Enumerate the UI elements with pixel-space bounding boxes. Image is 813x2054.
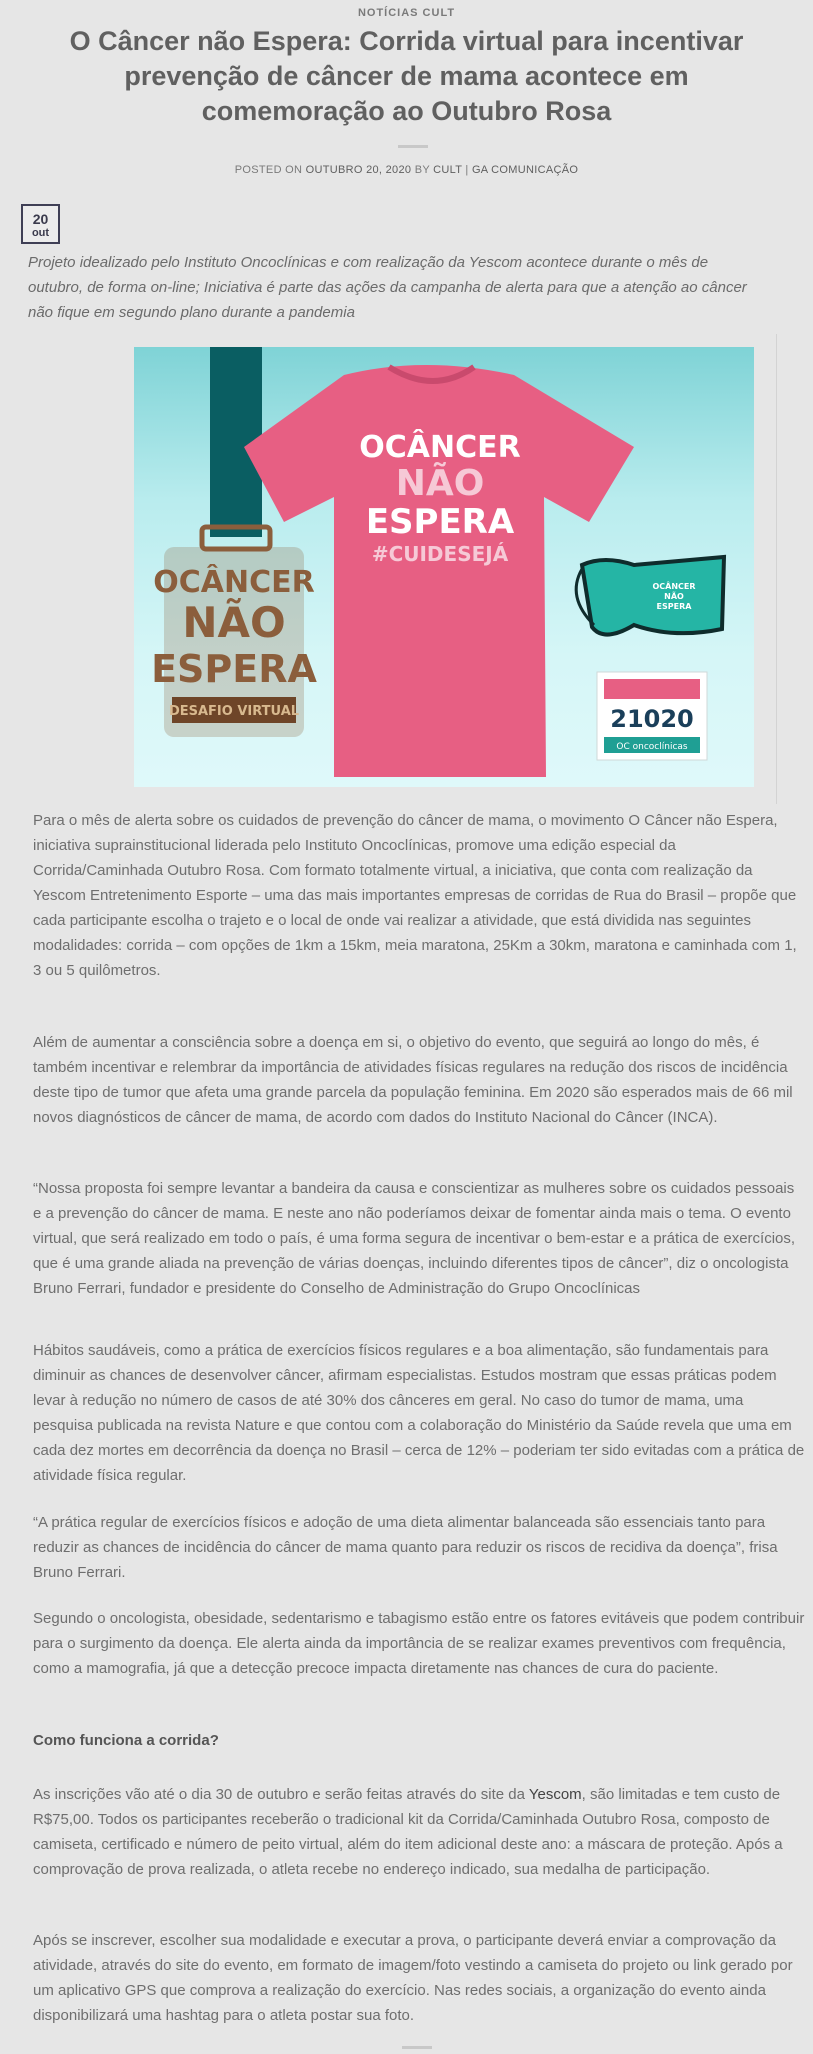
face-mask — [576, 557, 724, 635]
by-label: BY — [414, 164, 430, 176]
shirt-line-3: ESPERA — [365, 502, 515, 542]
race-bib — [597, 672, 707, 760]
category-link[interactable]: NOTÍCIAS CULT — [357, 7, 456, 19]
bib-brand: OC oncoclínicas — [616, 742, 688, 752]
medal-line-3: ESPERA — [151, 647, 317, 691]
paragraph-6: Segundo o oncologista, obesidade, sedentarismo e tabagismo estão entre os fatores evitáveis que podem contribuir para o surgimento da doença. Ele alerta ainda da importância de se realizar exames preventivos com frequência, como a mamografia, já que a detecção precoce impacta diretamente nas chances de cura do paciente. — [33, 1610, 805, 1677]
mask-line-2: NÃO — [664, 592, 684, 601]
bib-number: 21020 — [610, 705, 694, 733]
medal — [151, 547, 317, 737]
posted-on-label: POSTED ON — [234, 164, 303, 176]
article-title: O Câncer não Espera: Corrida virtual para incentivar prevenção de câncer de mama acontece em comemoração ao Outubro Rosa — [69, 26, 744, 126]
medal-line-1: OCÂNCER — [153, 565, 315, 600]
medal-line-2: NÃO — [182, 598, 286, 647]
paragraph-5: “A prática regular de exercícios físicos e adoção de uma dieta alimentar balanceada são essenciais tanto para reduzir as chances de incidência do câncer de mama quanto para reduzir os riscos de recidiva da doença”, frisa Bruno Ferrari. — [33, 1514, 778, 1581]
date-badge-month: out — [31, 227, 50, 239]
registration-text-before: As inscrições vão até o dia 30 de outubro e serão feitas através do site da — [33, 1786, 529, 1803]
mask-line-1: OCÂNCER — [652, 582, 696, 591]
registration-text-after: , são limitadas e tem custo de R$75,00. Todos os participantes receberão o tradicional kit da Corrida/Caminhada Outubro Rosa, composto de camiseta, certificado e número de peito virtual, além do item adicional deste ano: a máscara de proteção. Após a comprovação de prova realizada, o atleta recebe no endereço indicado, sua medalha de participação. — [33, 1786, 783, 1878]
shirt-line-2: NÃO — [395, 463, 485, 504]
date-badge — [21, 204, 60, 244]
paragraph-4: Hábitos saudáveis, como a prática de exercícios físicos regulares e a boa alimentação, são fundamentais para diminuir as chances de desenvolver câncer, afirmam especialistas. Estudos mostram que essas práticas podem levar à redução no número de casos de até 30% dos cânceres em geral. No caso do tumor de mama, uma pesquisa publicada na revista Nature e que contou com a colaboração do Ministério da Saúde revela que uma em cada dez mortes em decorrência da doença no Brasil – cerca de 12% – poderiam ter sido evitadas com a prática de atividade física regular. — [33, 1342, 805, 1484]
author-link[interactable]: CULT — [433, 164, 463, 176]
image-frame-line — [776, 334, 777, 804]
post-meta — [0, 164, 813, 176]
registration-paragraph — [33, 1782, 805, 1882]
mask-line-3: ESPERA — [656, 602, 692, 611]
hero-image — [134, 347, 754, 787]
publisher-link[interactable]: GA COMUNICAÇÃO — [471, 164, 579, 176]
bottom-divider — [402, 2046, 432, 2049]
closing-paragraph: Após se inscrever, escolher sua modalidade e executar a prova, o participante deverá enviar a comprovação da atividade, através do site do evento, em formato de imagem/foto vestindo a camiseta do projeto ou link gerado por um aplicativo GPS que comprova a realização do exercício. Nas redes sociais, a organização do evento ainda disponibilizará uma hashtag para o atleta postar sua foto. — [33, 1932, 793, 2024]
article-lead: Projeto idealizado pelo Instituto Oncoclínicas e com realização da Yescom acontece durante o mês de outubro, de forma on-line; Iniciativa é parte das ações da campanha de alerta para que a atenção ao câncer não fique em segundo plano durante a pandemia — [28, 254, 747, 321]
date-badge-day: 20 — [32, 211, 49, 227]
paragraph-1: Para o mês de alerta sobre os cuidados de prevenção do câncer de mama, o movimento O Câncer não Espera, iniciativa suprainstitucional liderada pelo Instituto Oncoclínicas, promove uma edição especial da Corrida/Caminhada Outubro Rosa. Com formato totalmente virtual, a iniciativa, que conta com realização da Yescom Entretenimento Esporte – uma das mais importantes empresas de corridas de Rua do Brasil – propõe que cada participante escolha o trajeto e o local de onde vai realizar a atividade, que está dividida nas seguintes modalidades: corrida – com opções de 1km a 15km, meia maratona, 25Km a 30km, maratona e caminhada com 1, 3 ou 5 quilômetros. — [33, 812, 797, 979]
post-date-link[interactable]: OUTUBRO 20, 2020 — [305, 164, 412, 176]
meta-separator: | — [465, 164, 469, 176]
shirt-line-4: #CUIDESEJÁ — [371, 542, 509, 566]
title-divider — [398, 145, 428, 148]
yescom-link[interactable]: Yescom — [528, 1786, 582, 1803]
shirt-line-1: OCÂNCER — [359, 430, 521, 465]
paragraph-3: “Nossa proposta foi sempre levantar a bandeira da causa e conscientizar as mulheres sobre os cuidados pessoais e a prevenção do câncer de mama. E neste ano não poderíamos deixar de fomentar ainda mais o tema. O evento virtual, que será realizado em todo o país, é uma forma segura de incentivar o bem-estar e a prática de exercícios, que é uma grande aliada na prevenção de várias doenças, incluindo diferentes tipos de câncer”, diz o oncologista Bruno Ferrari, fundador e presidente do Conselho de Administração do Grupo Oncoclínicas — [33, 1180, 796, 1297]
subheading-paragraph — [33, 1728, 805, 1753]
section-subheading: Como funciona a corrida? — [33, 1732, 219, 1749]
kit-illustration — [134, 347, 754, 787]
medal-line-4: DESAFIO VIRTUAL — [168, 704, 300, 719]
paragraph-2: Além de aumentar a consciência sobre a doença em si, o objetivo do evento, que seguirá ao longo do mês, é também incentivar e relembrar da importância de atividades físicas regulares na redução dos riscos de incidência deste tipo de tumor que afeta uma grande parcela da população feminina. Em 2020 são esperados mais de 66 mil novos diagnósticos de câncer de mama, de acordo com dados do Instituto Nacional do Câncer (INCA). — [33, 1034, 793, 1126]
